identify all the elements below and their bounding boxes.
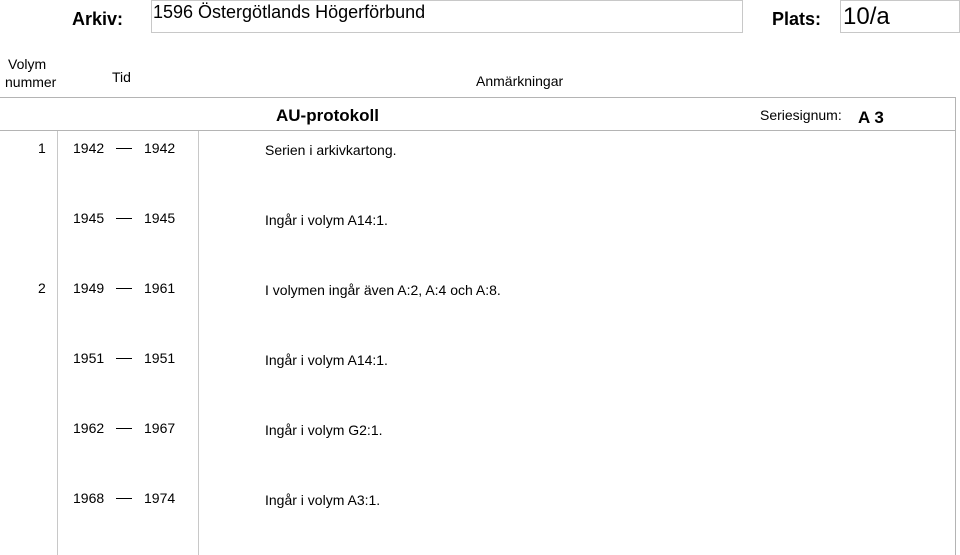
protocol-frame-right	[955, 97, 956, 555]
row-to-year: 1951	[144, 350, 176, 366]
arkiv-value: 1596 Östergötlands Högerförbund	[153, 2, 426, 22]
protocol-header-divider	[0, 130, 955, 131]
row-to-year: 1942	[144, 140, 176, 156]
row-note: Ingår i volym A14:1.	[265, 352, 388, 368]
row-from-year: 1951	[73, 350, 105, 366]
range-dash	[116, 358, 132, 359]
plats-label: Plats:	[772, 9, 822, 29]
plats-value: 10/a	[843, 3, 890, 30]
seriesignum-value: A 3	[858, 108, 884, 127]
row-from-year: 1945	[73, 210, 105, 226]
protocol-frame-top	[0, 97, 955, 98]
range-dash	[116, 148, 132, 149]
column-header-anmarkningar: Anmärkningar	[476, 73, 564, 89]
row-note: I volymen ingår även A:2, A:4 och A:8.	[265, 282, 501, 298]
row-to-year: 1974	[144, 490, 176, 506]
protocol-title: AU-protokoll	[276, 106, 379, 125]
column-header-nummer: nummer	[5, 74, 57, 90]
row-note: Ingår i volym G2:1.	[265, 422, 383, 438]
row-from-year: 1962	[73, 420, 105, 436]
column-header-volym: Volym	[8, 56, 47, 72]
range-dash	[116, 498, 132, 499]
row-to-year: 1945	[144, 210, 176, 226]
row-volym: 2	[38, 280, 46, 296]
row-to-year: 1967	[144, 420, 176, 436]
row-note: Ingår i volym A14:1.	[265, 212, 388, 228]
range-dash	[116, 428, 132, 429]
seriesignum-label: Seriesignum:	[760, 107, 842, 123]
column-header-tid: Tid	[112, 69, 131, 85]
row-note: Ingår i volym A3:1.	[265, 492, 381, 508]
row-note: Serien i arkivkartong.	[265, 142, 397, 158]
row-to-year: 1961	[144, 280, 176, 296]
volym-column-divider	[57, 131, 58, 555]
row-from-year: 1942	[73, 140, 105, 156]
range-dash	[116, 218, 132, 219]
row-from-year: 1949	[73, 280, 105, 296]
arkiv-label: Arkiv:	[72, 9, 124, 29]
row-volym: 1	[38, 140, 46, 156]
tid-column-divider	[198, 131, 199, 555]
range-dash	[116, 288, 132, 289]
row-from-year: 1968	[73, 490, 105, 506]
